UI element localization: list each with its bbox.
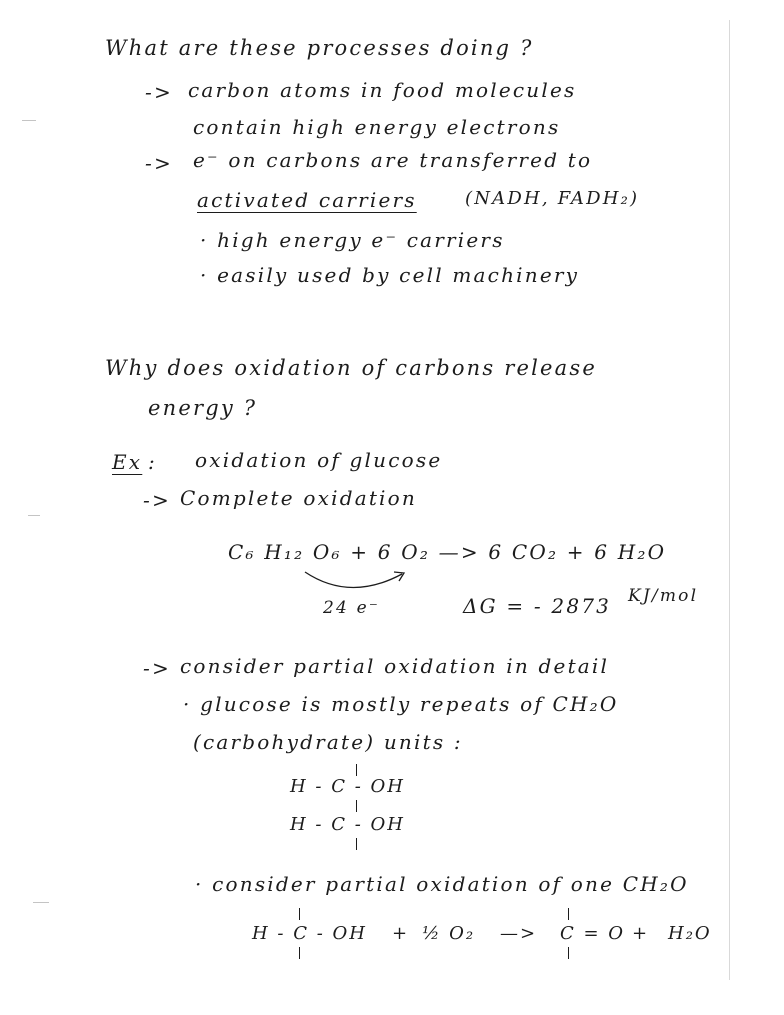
equation-arrow: —> xyxy=(500,923,538,944)
carrier-examples: (NADH, FADH₂) xyxy=(465,188,640,209)
note-line: Complete oxidation xyxy=(180,486,417,510)
bond-line xyxy=(356,838,357,850)
page-edge-line xyxy=(729,20,730,980)
scan-mark xyxy=(33,902,49,903)
arrow-bullet: -> xyxy=(145,151,173,175)
bond-line xyxy=(568,908,569,920)
note-line: (carbohydrate) units : xyxy=(193,730,463,754)
equation-carbonyl: C = O xyxy=(560,923,626,944)
note-line: consider partial oxidation in detail xyxy=(180,654,610,678)
arrow-bullet: -> xyxy=(143,656,171,680)
example-colon: : xyxy=(148,450,157,474)
bond-line xyxy=(568,947,569,959)
note-line: e⁻ on carbons are transferred to xyxy=(193,148,593,172)
equation-plus: + xyxy=(632,923,650,944)
question-heading: energy ? xyxy=(148,396,258,420)
example-label: Ex xyxy=(112,450,143,474)
bond-line xyxy=(299,908,300,920)
structure-row: H - C - OH xyxy=(290,814,405,835)
scan-mark xyxy=(28,515,40,516)
bond-line xyxy=(356,800,357,812)
example-text: oxidation of glucose xyxy=(195,448,443,472)
bullet-point: · high energy e⁻ carriers xyxy=(200,228,505,252)
structure-row: H - C - OH xyxy=(290,776,405,797)
electron-transfer-arrow xyxy=(300,566,412,596)
bullet-point: · easily used by cell machinery xyxy=(200,263,580,287)
bullet-point: · glucose is mostly repeats of CH₂O xyxy=(183,692,619,716)
complete-oxidation-equation: C₆ H₁₂ O₆ + 6 O₂ —> 6 CO₂ + 6 H₂O xyxy=(228,540,667,564)
note-line: carbon atoms in food molecules xyxy=(188,78,577,102)
equation-plus: + xyxy=(392,923,410,944)
question-heading: Why does oxidation of carbons release xyxy=(105,356,597,380)
arrow-bullet: -> xyxy=(145,80,173,104)
equation-reactant: H - C - OH xyxy=(252,923,367,944)
electron-count: 24 e⁻ xyxy=(323,598,381,618)
equation-water: H₂O xyxy=(668,923,712,944)
note-line: contain high energy electrons xyxy=(193,115,561,139)
bullet-point: · consider partial oxidation of one CH₂O xyxy=(195,872,689,896)
bond-line xyxy=(356,764,357,776)
bond-line xyxy=(299,947,300,959)
question-heading: What are these processes doing ? xyxy=(105,36,534,60)
scan-mark xyxy=(22,120,36,121)
delta-g-units: KJ/mol xyxy=(628,586,699,606)
activated-carriers-term: activated carriers xyxy=(197,188,417,212)
arrow-bullet: -> xyxy=(143,488,171,512)
equation-oxygen: ½ O₂ xyxy=(422,923,476,944)
delta-g: ΔG = - 2873 xyxy=(463,594,612,618)
